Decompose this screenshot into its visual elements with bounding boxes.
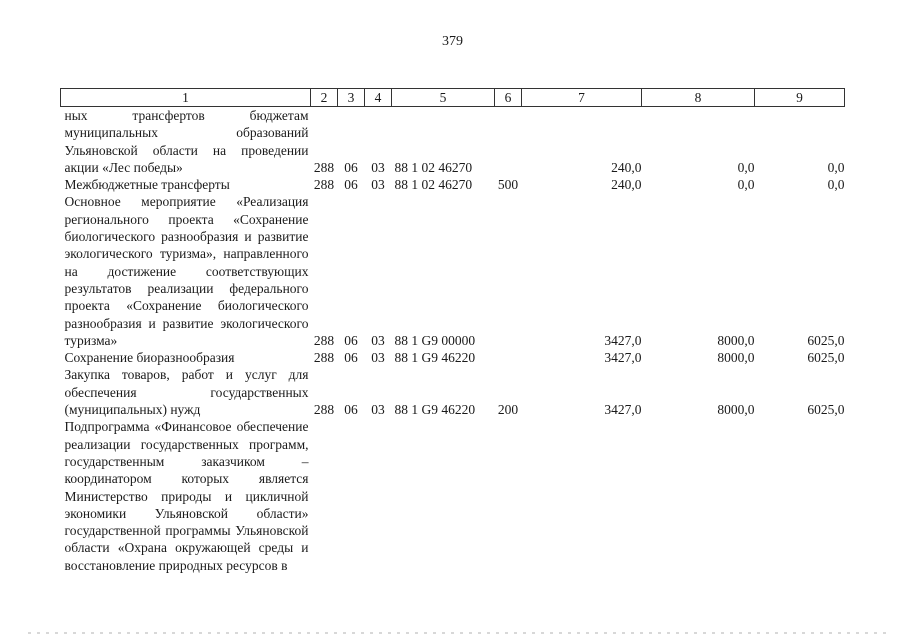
cell-expense-type <box>495 418 522 574</box>
table-row <box>61 107 845 177</box>
cell-section: 06 <box>344 177 358 193</box>
cell-ministry: 288 <box>313 402 335 418</box>
cell-amount-col8 <box>642 418 755 574</box>
cell-target-article: 88 1 02 46270 <box>394 159 473 175</box>
cell-ministry: 288 <box>313 177 335 193</box>
cell-ministry <box>311 418 338 574</box>
cell-subsection: 03 <box>371 177 385 193</box>
row-description: Подпрограмма «Финансовое обеспечение реализации государственных программ, государственным заказчиком – координатором которых является Министерство природы и цикличной экономики Ульяновской области» государственной программы Ульяновской области «Охрана окружающей среды и восстановление природных ресурсов в <box>64 419 309 573</box>
cell-section: 06 <box>344 402 358 418</box>
column-header: 7 <box>522 89 642 107</box>
table-row <box>61 418 845 574</box>
cell-target-article: 88 1 G9 46220 <box>394 350 476 366</box>
cell-ministry: 288 <box>313 332 335 348</box>
cell-target-article: 88 1 G9 00000 <box>394 332 476 348</box>
column-header: 3 <box>338 89 365 107</box>
cell-amount-col8: 0,0 <box>737 159 755 175</box>
row-description: Основное мероприятие «Реализация регионального проекта «Сохранение биологического разнообразия и развитие экологического туризма», направленного на достижение соответствующих результатов реализации федерального проекта «Сохранение биологического разнообразия и развитие экологического туризма» <box>64 194 309 348</box>
column-header: 2 <box>311 89 338 107</box>
cell-amount-col7 <box>522 418 642 574</box>
cell-amount-col9: 0,0 <box>827 159 845 175</box>
cell-ministry: 288 <box>313 350 335 366</box>
cell-amount-col8: 8000,0 <box>717 332 755 348</box>
cell-amount-col7: 3427,0 <box>604 332 642 348</box>
table-row <box>61 193 845 349</box>
cell-expense-type: 500 <box>497 177 519 193</box>
cell-amount-col9: 6025,0 <box>807 350 845 366</box>
row-description: Закупка товаров, работ и услуг для обеспечения государственных (муниципальных) нужд <box>64 367 309 418</box>
cell-target-article <box>392 418 495 574</box>
cell-amount-col7: 3427,0 <box>604 350 642 366</box>
cell-section: 06 <box>344 350 358 366</box>
column-header: 1 <box>61 89 311 107</box>
cell-target-article: 88 1 G9 46220 <box>394 402 476 418</box>
cell-section: 06 <box>344 332 358 348</box>
cell-amount-col9: 6025,0 <box>807 332 845 348</box>
row-description: Межбюджетные трансферты <box>64 177 230 193</box>
table-row <box>61 349 845 366</box>
cell-amount-col8: 8000,0 <box>717 350 755 366</box>
column-header: 8 <box>642 89 755 107</box>
cell-subsection: 03 <box>371 159 385 175</box>
cell-amount-col9 <box>755 418 845 574</box>
cell-amount-col8: 0,0 <box>737 177 755 193</box>
row-description: ных трансфертов бюджетам муниципальных образований Ульяновской области на проведении акции «Лес победы» <box>64 108 309 175</box>
budget-table <box>60 88 845 574</box>
cell-amount-col8: 8000,0 <box>717 402 755 418</box>
cell-amount-col7: 240,0 <box>611 177 642 193</box>
cell-expense-type <box>495 193 522 349</box>
cell-expense-type: 200 <box>497 402 519 418</box>
scan-edge-artifact <box>28 632 888 634</box>
cell-subsection: 03 <box>371 350 385 366</box>
page-number: 379 <box>442 34 463 49</box>
table-row <box>61 366 845 418</box>
table-header-row <box>61 89 845 107</box>
table-row <box>61 176 845 193</box>
column-header: 9 <box>755 89 845 107</box>
row-description: Сохранение биоразнообразия <box>64 350 235 366</box>
cell-expense-type <box>495 107 522 177</box>
cell-target-article: 88 1 02 46270 <box>394 177 473 193</box>
cell-amount-col9: 6025,0 <box>807 402 845 418</box>
cell-amount-col7: 240,0 <box>611 159 642 175</box>
cell-section: 06 <box>344 159 358 175</box>
cell-subsection: 03 <box>371 332 385 348</box>
column-header: 4 <box>365 89 392 107</box>
cell-amount-col7: 3427,0 <box>604 402 642 418</box>
cell-subsection: 03 <box>371 402 385 418</box>
cell-expense-type <box>495 349 522 366</box>
cell-ministry: 288 <box>313 159 335 175</box>
cell-section <box>338 418 365 574</box>
column-header: 6 <box>495 89 522 107</box>
cell-subsection <box>365 418 392 574</box>
column-header: 5 <box>392 89 495 107</box>
cell-amount-col9: 0,0 <box>827 177 845 193</box>
